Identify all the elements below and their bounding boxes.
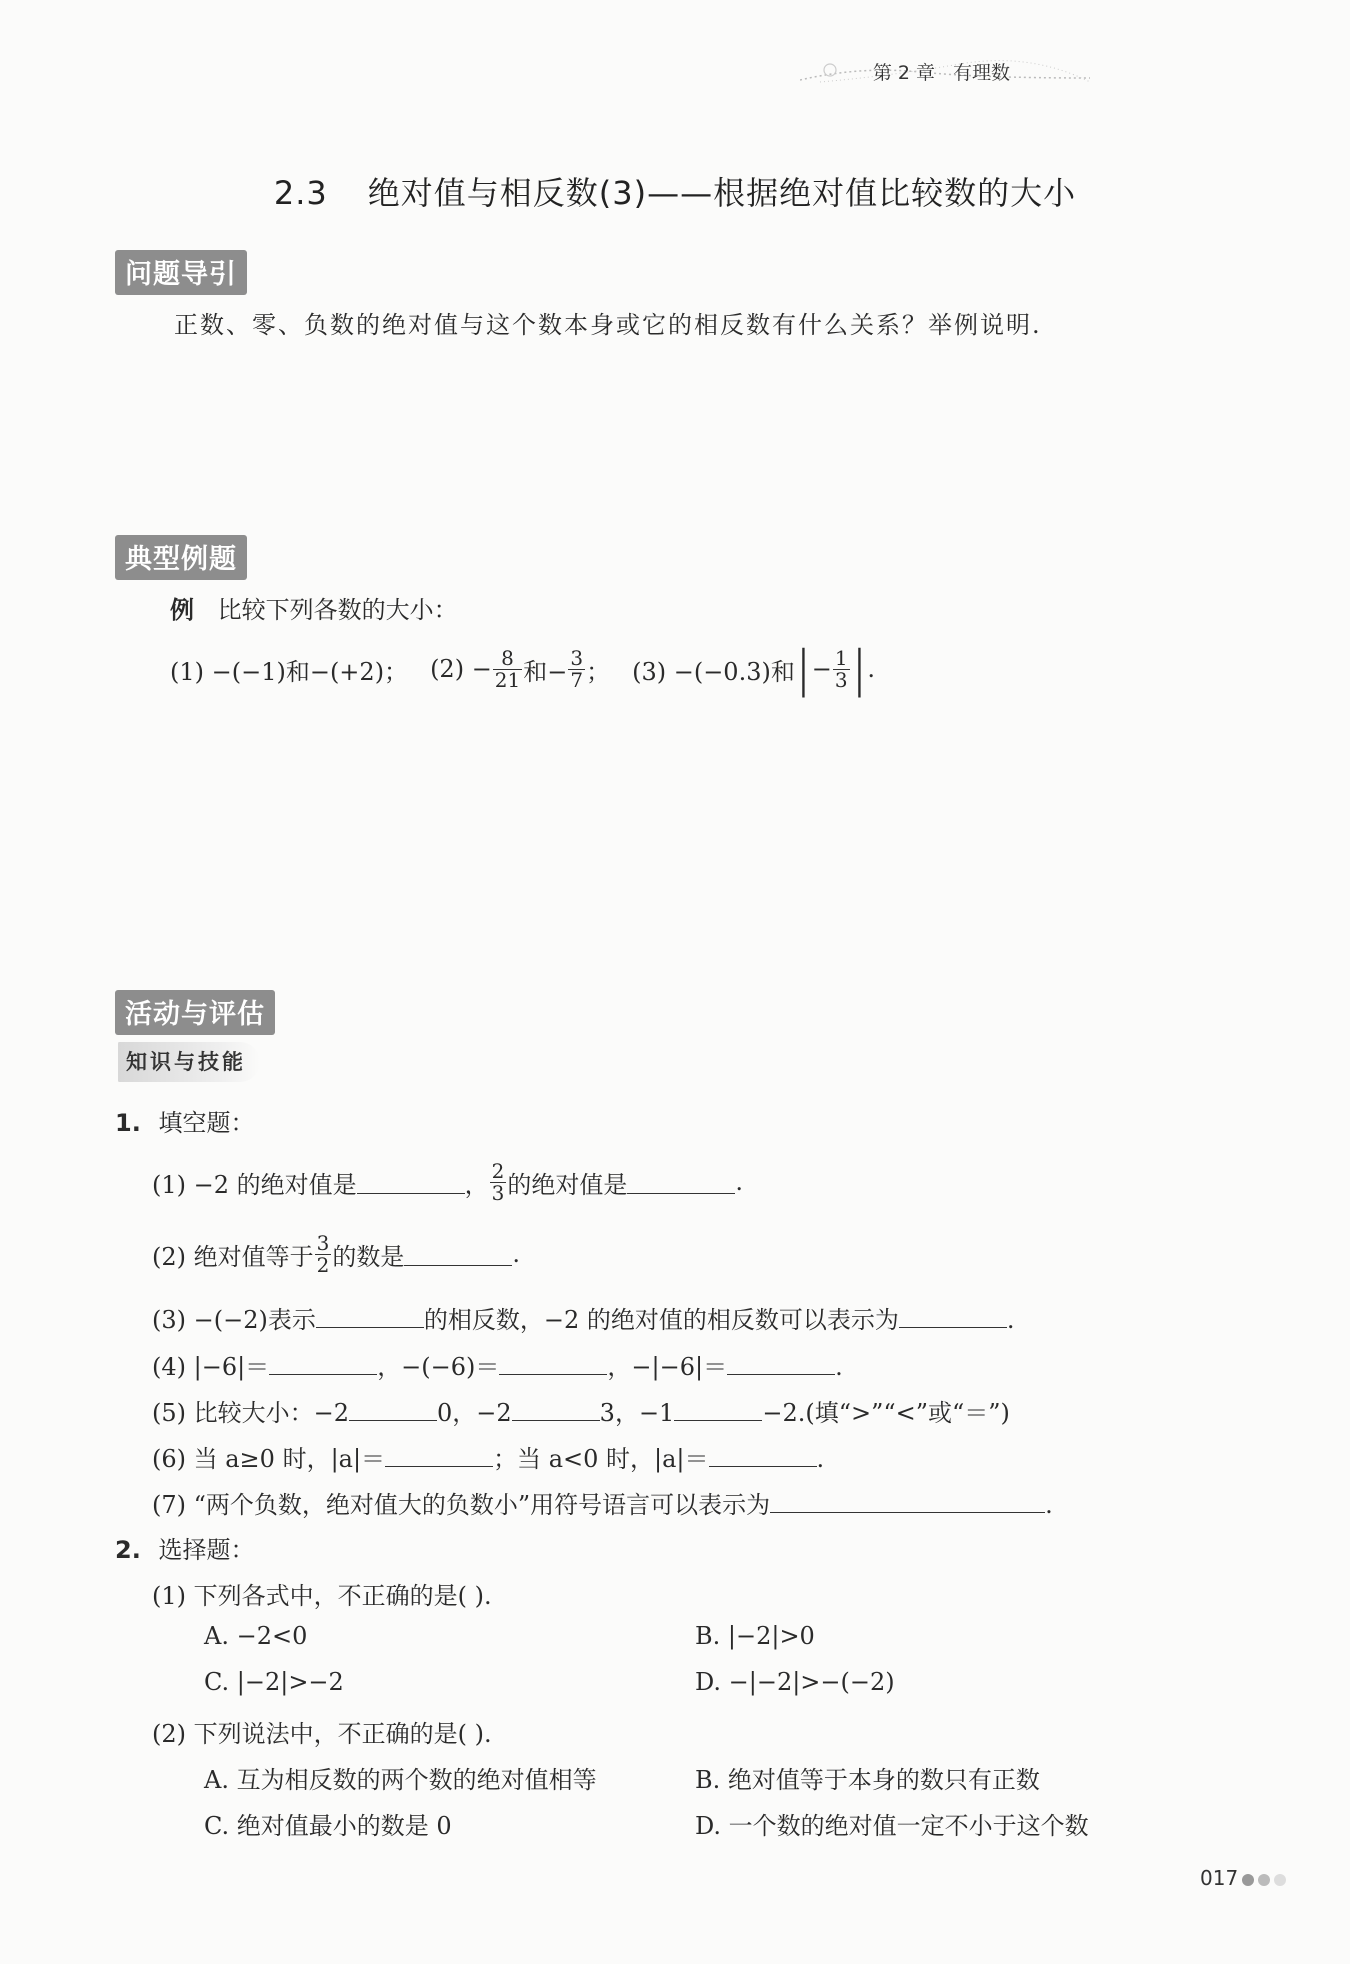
chapter-header	[873, 58, 1010, 85]
answer-blank[interactable]	[627, 1171, 735, 1194]
q2-item-2: (2) 下列说法中，不正确的是( ).	[152, 1720, 492, 1748]
answer-blank[interactable]	[512, 1398, 600, 1421]
dot-icon	[1258, 1874, 1270, 1886]
q1-item-5	[152, 1393, 1010, 1428]
page-title	[0, 168, 1350, 214]
example-part-2-mid: 和−	[523, 657, 568, 686]
q2-item-2-option-d[interactable]: D. 一个数的绝对值一定不小于这个数	[695, 1812, 1089, 1840]
fraction-3-2: $\frac{3}{2}$	[316, 1230, 330, 1277]
q1-item-2-text-b: 的数是	[332, 1242, 405, 1271]
q1-item-1: (1) −2 的绝对值是 ， $\frac{2}{3}$ 的绝对值是 .	[152, 1158, 744, 1205]
section-number: 2.3	[273, 174, 328, 212]
q1-item-5-text-a: (5) 比较大小：−2	[152, 1399, 350, 1427]
answer-blank[interactable]	[770, 1490, 1045, 1513]
example-prompt: 比较下列各数的大小：	[217, 596, 458, 624]
fraction-1-3: $\frac{1}{3}$	[834, 645, 848, 692]
q1-item-4-text-a: (4) |−6|＝	[152, 1353, 270, 1381]
example-label: 例	[170, 596, 194, 624]
q2-item-1-option-b[interactable]: B. |−2|>0	[695, 1622, 815, 1650]
activity-tag: 活动与评估	[115, 990, 275, 1035]
answer-blank[interactable]	[385, 1444, 493, 1467]
q1-item-6-text-a: (6) 当 a≥0 时，|a|＝	[152, 1445, 386, 1473]
q1-item-2: (2) 绝对值等于 $\frac{3}{2}$ 的数是 .	[152, 1230, 520, 1277]
fraction-3-7: $\frac{3}{7}$	[570, 645, 584, 692]
q2-item-1-option-d[interactable]: D. −|−2|>−(−2)	[695, 1668, 895, 1696]
q2-item-1-option-c[interactable]: C. |−2|>−2	[204, 1668, 344, 1696]
knowledge-tag: 知识与技能	[118, 1042, 260, 1082]
q1-item-1-text-b: ，	[464, 1170, 489, 1199]
q2-item-2-option-a[interactable]: A. 互为相反数的两个数的绝对值相等	[204, 1766, 597, 1794]
page-number-area	[1200, 1866, 1286, 1890]
q1-title: 填空题：	[158, 1109, 255, 1137]
chapter-title: 有理数	[952, 62, 1010, 84]
answer-blank[interactable]	[709, 1444, 817, 1467]
fraction-8-21: $\frac{8}{21}$	[494, 645, 521, 692]
q1-item-5-text-b: 0，−2	[437, 1399, 512, 1427]
q2-item-2-option-b[interactable]: B. 绝对值等于本身的数只有正数	[695, 1766, 1040, 1794]
q1-item-1-text-a: (1) −2 的绝对值是	[152, 1170, 357, 1199]
answer-blank[interactable]	[727, 1352, 835, 1375]
answer-blank[interactable]	[404, 1243, 512, 1266]
example-problems: (1) −(−1)和−(+2)； (2) − $\frac{8}{21}$ 和− $\frac{3}{7}$ ； (3) −(−0.3)和 | − $\frac{1}{3}$ | .	[170, 640, 876, 698]
example-part-2-suffix: ；	[586, 657, 611, 686]
q1-item-4-text-c: ，−|−6|＝	[607, 1353, 728, 1381]
q1-item-2-text-a: (2) 绝对值等于	[152, 1242, 314, 1271]
abs-bar-left: |	[798, 640, 809, 698]
chapter-number: 第 2 章	[872, 62, 935, 84]
q1-item-3: (3) −(−2)表示 的相反数，−2 的绝对值的相反数可以表示为 .	[152, 1306, 1015, 1334]
q1-label: 1.	[115, 1109, 141, 1137]
intro-tag: 问题导引	[115, 250, 247, 295]
answer-blank[interactable]	[499, 1352, 607, 1375]
q1-item-4-text-b: ，−(−6)＝	[377, 1353, 500, 1381]
q1-item-5-text-d: −2.(填“>”“<”或“＝”)	[762, 1399, 1010, 1427]
q1-item-7: (7) “两个负数，绝对值大的负数小”用符号语言可以表示为 .	[152, 1491, 1053, 1519]
dot-icon	[1242, 1874, 1254, 1886]
answer-blank[interactable]	[357, 1171, 465, 1194]
answer-blank[interactable]	[899, 1305, 1007, 1328]
dot-icon	[1274, 1874, 1286, 1886]
q1-item-6: (6) 当 a≥0 时，|a|＝ ；当 a<0 时，|a|＝ .	[152, 1445, 825, 1473]
fraction-2-3: $\frac{2}{3}$	[491, 1158, 505, 1205]
section-title: 绝对值与相反数(3)——根据绝对值比较数的大小	[367, 174, 1077, 212]
q2-item-2-option-c[interactable]: C. 绝对值最小的数是 0	[204, 1812, 452, 1840]
q1-item-1-text-c: 的绝对值是	[507, 1170, 628, 1199]
example-part-2-prefix: (2) −	[430, 655, 492, 683]
example-tag: 典型例题	[115, 535, 247, 580]
q2-item-1-option-a[interactable]: A. −2<0	[204, 1622, 308, 1650]
q2-label: 2.	[115, 1536, 141, 1564]
q1-item-5-text-c: 3，−1	[599, 1399, 675, 1427]
q1-item-7-text-a: (7) “两个负数，绝对值大的负数小”用符号语言可以表示为	[152, 1491, 771, 1519]
answer-blank[interactable]	[349, 1398, 437, 1421]
intro-question: 正数、零、负数的绝对值与这个数本身或它的相反数有什么关系？举例说明.	[174, 311, 1042, 339]
answer-blank[interactable]	[674, 1398, 762, 1421]
page-number: 017	[1200, 1866, 1239, 1890]
example-part-1: (1) −(−1)和−(+2)；	[170, 657, 409, 686]
q1-item-6-text-b: ；当 a<0 时，|a|＝	[493, 1445, 709, 1473]
answer-blank[interactable]	[316, 1305, 424, 1328]
q1-item-3-text-b: 的相反数，−2 的绝对值的相反数可以表示为	[423, 1306, 899, 1334]
q1-item-4: (4) |−6|＝ ，−(−6)＝ ，−|−6|＝ .	[152, 1353, 843, 1381]
abs-bar-right: |	[853, 640, 865, 698]
q2-item-1: (1) 下列各式中，不正确的是( ).	[152, 1582, 492, 1610]
example-part-3-prefix: (3) −(−0.3)和	[632, 657, 795, 686]
q1-item-3-text-a: (3) −(−2)表示	[152, 1306, 316, 1334]
answer-blank[interactable]	[269, 1352, 377, 1375]
q2-title: 选择题：	[158, 1536, 255, 1564]
